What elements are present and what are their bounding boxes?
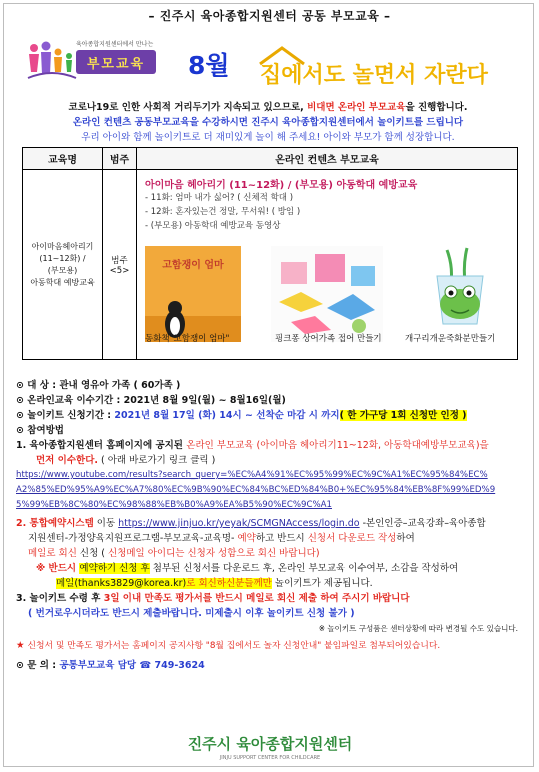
contact-label: ⊙ 문 의 : [16, 660, 60, 671]
step2-reserve: 예약 [237, 533, 256, 544]
step2-apply: 신청 ( [76, 548, 109, 559]
period-label: ⊙ 온라인교육 이수기간 : [16, 395, 124, 406]
step2-mail-id: 신청메일 아이디는 신청자 성함으로 회신 바랍니다) [108, 548, 320, 559]
target-value: 관내 영유아 가족 ( 60가족 ) [59, 380, 181, 391]
family-figures-icon [26, 38, 78, 86]
step1-text: 1. 육아종합지원센터 홈페이지에 공지된 [16, 440, 187, 451]
header-content: 온라인 컨텐츠 부모교육 [137, 148, 518, 170]
curriculum-table [22, 147, 518, 360]
contact-row [16, 658, 526, 673]
step2-row-3 [16, 546, 526, 561]
picture-book-cover [145, 246, 241, 342]
step1-link-hint: ( 아래 바로가기 링크 클릭 ) [97, 455, 216, 466]
step2-mail-reply: 메일로 회신 [28, 548, 77, 559]
notice-highlight: 예약하기 신청 후 [79, 563, 150, 574]
month-label: 8월 [188, 51, 230, 80]
page-top-title: – 진주시 육아종합지원센터 공동 부모교육 – [148, 9, 391, 23]
step2-path-2: 지원센터-가정양육지원프로그램-부모교육-교육명- [28, 533, 238, 544]
step3-row-2: ( 번거로우시더라도 반드시 제출바랍니다. 미제출시 이후 놀이키트 신청 불가 ) [28, 608, 355, 619]
header-category: 범주 [103, 148, 137, 170]
step2-row-2 [16, 531, 526, 546]
kit-period-value: 2021년 8월 17일 (화) 14시 ~ 선착순 마감 시 까지 [114, 410, 340, 421]
caption-shark-craft: 핑크퐁 상어가족 접어 만들기 [275, 334, 382, 344]
headline-graphic [256, 44, 506, 90]
intro-line-1 [28, 100, 508, 115]
step2-path: -본인인증–교육강좌–육아종합 [359, 518, 486, 529]
step1-row-2 [16, 453, 526, 468]
kit-period-label: ⊙ 놀이키트 신청기간 : [16, 410, 115, 421]
step2-label: 2. 통합예약시스템 [16, 518, 94, 529]
content-cell [137, 170, 518, 360]
step2-download: 신청서 다운로드 작성 [307, 533, 397, 544]
course-name-line: (11~12화) / [39, 253, 86, 263]
period-row [16, 393, 526, 408]
center-footer-logo [150, 732, 390, 762]
book-title-text: 고함쟁이 엄마 [162, 260, 224, 271]
kit-period-note: ( 한 가구당 1회 신청만 인정 ) [339, 410, 467, 421]
frog-pot-craft [407, 246, 513, 342]
table-row [23, 170, 518, 360]
step3-row [16, 591, 526, 606]
logo-title-box [76, 50, 156, 74]
star-icon: ★ [16, 640, 28, 651]
intro-line-1-c: 을 진행합니다. [405, 102, 468, 113]
youtube-link-line-1[interactable]: https://www.youtube.com/results?search_query=%EC%A4%91%EC%95%99%EC%9C%A1%EC%95%84%EC% [16, 470, 488, 480]
category-cell [103, 170, 137, 360]
youtube-link-line-2[interactable]: A2%85%ED%95%A9%EC%A7%80%EC%9B%90%EC%84%BC%ED%84%B0+%EC%95%84%EB%8F%99%ED%9 [16, 485, 496, 495]
mail-kit-provided: 놀이키트가 제공됩니다. [271, 578, 373, 589]
mail-address: 메일(thanks3829@korea.kr) [56, 578, 187, 589]
step2-text-end: 하여 [396, 533, 415, 544]
program-info [16, 378, 526, 673]
intro-line-2: 온라인 컨텐츠 공동부모교육을 수강하시면 진주시 육아종합지원센터에서 놀이키트를 드립니다 [72, 117, 464, 128]
step2-row [16, 516, 526, 531]
notice-mark: ※ 반드시 [36, 563, 80, 574]
contact-value: 공통부모교육 담당 ☎ 749-3624 [59, 660, 205, 671]
step3-highlight: 3일 이내 만족도 평가서를 반드시 메일로 회신 제출 하여 주시기 바랍니다 [103, 593, 410, 604]
method-heading: ⊙ 참여방법 [16, 425, 64, 436]
kit-change-note: ※ 놀이키트 구성품은 센터상황에 따라 변경될 수도 있습니다. [318, 624, 518, 633]
logo-subtitle: 육아종합지원센터에서 만나는 [76, 41, 154, 48]
course-name-line: (부모용) [47, 265, 78, 275]
course-name-line: 아이마음헤아리기 [31, 241, 94, 251]
step1-complete: 먼저 이수한다. [36, 455, 98, 466]
notice-text: 첨부된 신청서를 다운로드 후, 온라인 부모교육 이수여부, 소감을 작성하여 [149, 563, 459, 574]
content-item: - (부모용) 아동학대 예방교육 동영상 [145, 221, 281, 231]
mail-only: 로 회신하신분들께만 [186, 578, 272, 589]
header-course-name: 교육명 [23, 148, 103, 170]
headline-text: 집에서도 놀면서 자란다 [260, 63, 488, 88]
table-header-row [23, 148, 518, 170]
youtube-link-line-3[interactable]: 5%99%EB%8C%80%EC%98%88%EB%B0%A9%EA%B5%90%EC%9C%A1 [16, 500, 332, 510]
notice-row [16, 561, 526, 576]
parent-education-logo [26, 38, 158, 86]
step1-row [16, 438, 526, 453]
period-value: 2021년 8월 9일(월) ~ 8월16일(월) [123, 395, 286, 406]
content-item: - 12화: 혼자있는건 정말, 무서워! ( 방임 ) [145, 207, 301, 217]
logo-title: 부모교육 [86, 56, 146, 72]
step2-move: 이동 [93, 518, 119, 529]
step2-text: 하고 반드시 [255, 533, 308, 544]
intro-line-1-a: 코로나19로 인한 사회적 거리두기가 지속되고 있으므로, [68, 102, 308, 113]
category-line: <5> [109, 265, 130, 276]
star-note-text: 신청서 및 만족도 평가서는 홈페이지 공지사항 "8월 집에서도 놀자 신청안내" 붙임파일로 첨부되어있습니다. [27, 641, 441, 651]
content-item: - 11화: 엄마 내가 싫어? ( 신체적 학대 ) [145, 193, 294, 203]
intro-line-3: 우리 아이와 함께 놀이키트로 더 재미있게 놀이 해 주세요! 아이와 부모가 함께 성장합니다. [81, 132, 455, 143]
star-note-row [16, 638, 526, 654]
target-label: ⊙ 대 상 : [16, 380, 60, 391]
course-name-cell [23, 170, 103, 360]
target-row [16, 378, 526, 393]
intro-line-1-highlight: 비대면 온라인 부모교육 [307, 102, 406, 113]
caption-frog-pot: 개구리개운죽화분만들기 [405, 334, 496, 344]
step3-text: 3. 놀이키트 수령 후 [16, 593, 104, 604]
mail-row [16, 576, 526, 591]
kit-period-row [16, 408, 526, 423]
category-line: 범주 [111, 255, 128, 266]
caption-picture-book: 동화책"고함쟁이 엄마" [145, 334, 230, 344]
content-title: 아이마음 헤아리기 (11~12화) / (부모용) 아동학대 예방교육 [145, 180, 418, 191]
reservation-link[interactable]: https://www.jinjuo.kr/yeyak/SCMGNAccess/login.do [118, 518, 360, 529]
footer-center-name: 진주시 육아종합지원센터 [187, 735, 353, 753]
step1-highlight: 온라인 부모교육 (아이마음 헤아리기11~12화, 아동학대예방부모교육)을 [186, 440, 489, 451]
pinkfong-shark-craft [271, 246, 383, 342]
intro-text [28, 100, 508, 145]
footer-center-sub: JINJU SUPPORT CENTER FOR CHILDCARE [219, 755, 321, 761]
course-name-line: 아동학대 예방교육 [30, 277, 95, 287]
